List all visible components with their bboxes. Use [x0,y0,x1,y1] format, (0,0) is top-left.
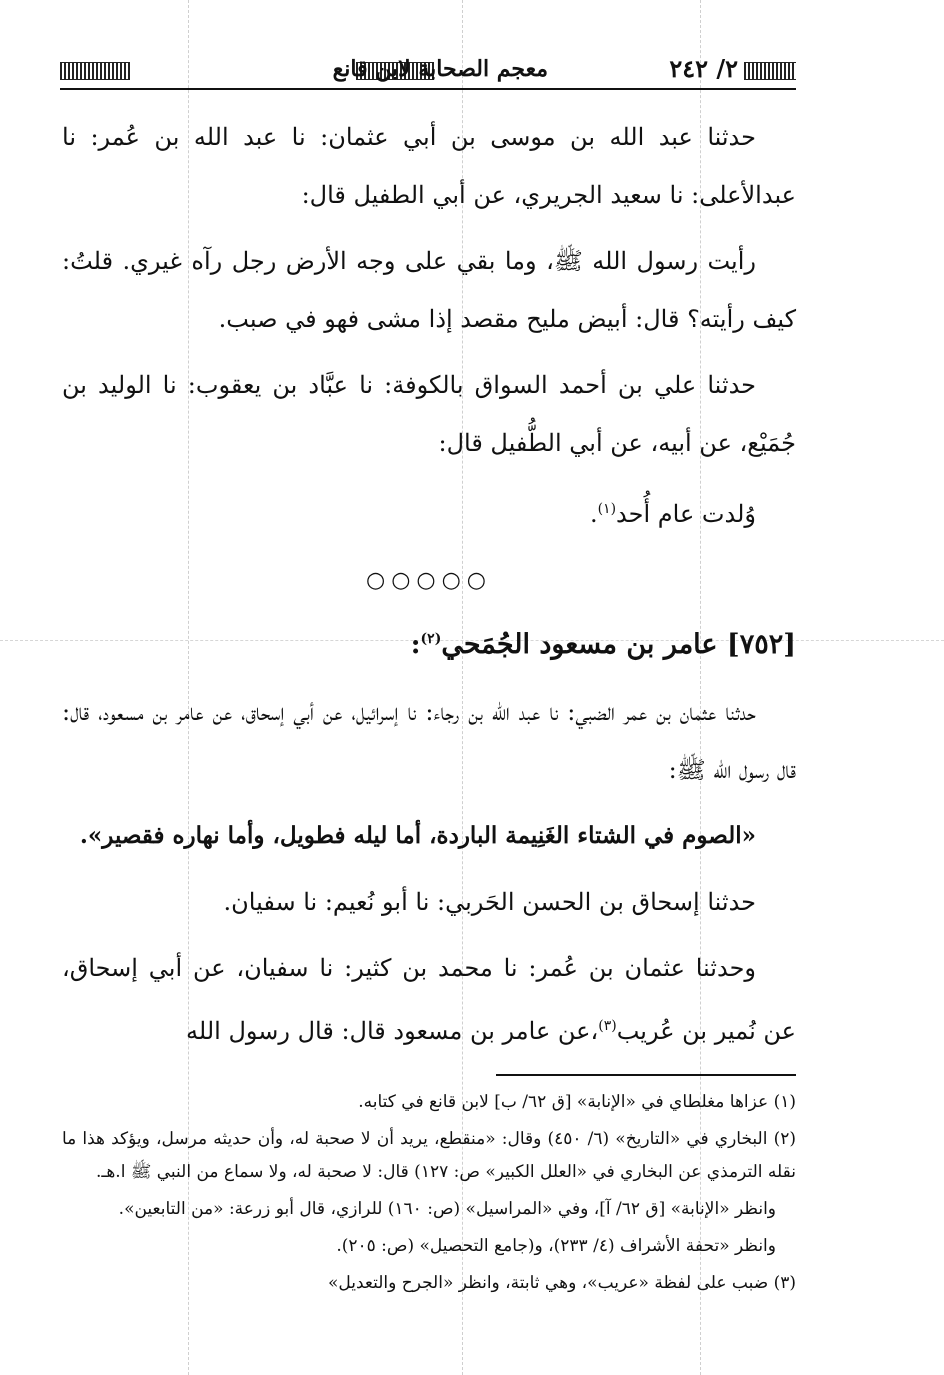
section-divider: ○○○○○ [366,568,492,593]
footnote: وانظر «تحفة الأشراف (٤/ ٢٣٣)، و(جامع التحصيل» (ص: ٢٠٥). [336,1236,776,1256]
entry-suffix: : [410,629,421,660]
footnote-separator [496,1074,796,1076]
main-text [62,108,796,1304]
footnote-marker: (٣) [598,1018,617,1034]
paragraph: حدثنا إسحاق بن الحسن الحَربي: نا أبو نُعيم: نا سفيان. [223,888,756,916]
footnote: وانظر «الإنابة» [ق ٦٢/ آ]، وفي «المراسيل» (ص: ١٦٠) للرازي، قال أبو زرعة: «من التابعين». [118,1199,776,1219]
paragraph: حدثنا عثمان بن عمر الضبي: نا عبد الله بن رجاء: نا إسرائيل، عن أبي إسحاق، عن عامر بن مسعود، قال: قال رسول الله ﷺ: [62,698,796,784]
footnote-marker: (٢) [420,631,442,647]
paragraph [62,939,796,1060]
running-header [60,52,796,92]
page-number: ٢/ ٢٤٢ [669,54,738,83]
period: . [589,500,598,528]
footnote: (١) عزاها مغلطاي في «الإنابة» [ق ٦٢/ ب] لابن قانع في كتابه. [358,1092,796,1112]
footnote: (٢) البخاري في «التاريخ» (٦/ ٤٥٠) وقال: «منقطع، يريد أن لا صحبة له، وأن حديثه مرسل، ويؤكد هذا ما نقله الترمذي عن البخاري في «العلل الكبير» ص: ١٢٧) قال: لا صحبة له، ولا سماع من النبي ﷺ ا.هـ. [62,1129,796,1182]
footnotes [62,1086,796,1300]
hadith-quote: «الصوم في الشتاء الغَنِيمة الباردة، أما ليله فطويل، وأما نهاره فقصير». [79,822,756,849]
paragraph-text: وحدثنا عثمان بن عُمر: نا محمد بن كثير: نا سفيان، عن أبي إسحاق، عن نُمير بن عُريب [62,954,796,1045]
paragraph: حدثنا عبد الله بن موسى بن أبي عثمان: نا عبد الله بن عُمر: نا عبدالأعلى: نا سعيد الجريري، عن أبي الطفيل قال: [62,123,796,209]
paragraph: حدثنا علي بن أحمد السواق بالكوفة: نا عبَّاد بن يعقوب: نا الوليد بن جُمَيْع، عن أبيه، عن أبي الطُّفيل قال: [62,371,796,457]
paragraph [62,480,796,543]
entry-title: [٧٥٢] عامر بن مسعود الجُمَحي [441,629,796,660]
entry-heading [62,609,796,675]
paragraph-text: ،عن عامر بن مسعود قال: قال رسول الله [186,1017,599,1045]
header-rule [60,88,796,90]
footnote: (٣) ضبب على لفظة «عريب»، وهي ثابتة، وانظر «الجرح والتعديل» [327,1273,796,1293]
header-ornament [60,62,130,80]
footnote-marker: (١) [597,501,617,517]
book-title: معجم الصحابة لابن قانع [332,56,548,82]
paragraph: رأيت رسول الله ﷺ، وما بقي على وجه الأرض رجل رآه غيري. قلتُ: كيف رأيته؟ قال: أبيض مليح مقصد إذا مشى فهو في صبب. [62,247,796,333]
paragraph-text: وُلدت عام أُحد [616,500,756,528]
header-ornament [744,62,796,80]
